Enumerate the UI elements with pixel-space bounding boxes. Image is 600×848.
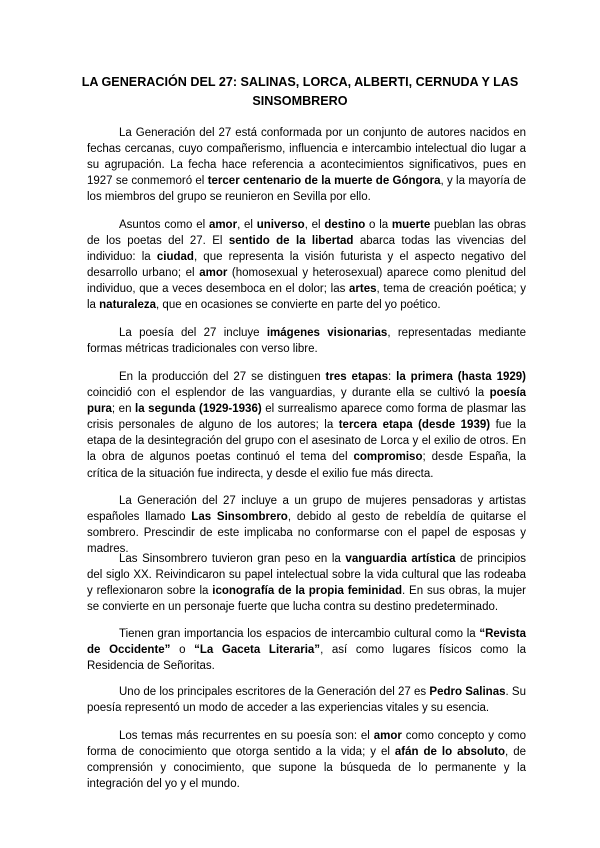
paragraph-1	[87, 125, 526, 205]
bold-text: imágenes visionarias	[266, 327, 388, 339]
paragraph-9	[87, 728, 526, 792]
bold-text: compromiso	[353, 451, 423, 464]
text-run: abarca todas las vivencias del individuo: la	[87, 235, 527, 264]
text-run: , el	[304, 219, 325, 231]
bold-text: Pedro Salinas	[429, 686, 506, 698]
bold-text: amor	[199, 267, 228, 280]
bold-text: vanguardia artística	[345, 553, 456, 565]
bold-text: tres etapas	[325, 371, 388, 383]
text-run: La poesía del 27 incluye	[119, 327, 267, 339]
text-run: coincidió con el esplendor de las vanguardias, y durante ella se cultivó la	[87, 387, 490, 400]
bold-text: universo	[256, 219, 305, 231]
text-run: Uno de los principales escritores de la Generación del 27 es	[119, 686, 430, 698]
bold-text: amor	[373, 730, 402, 742]
bold-text: ciudad	[156, 251, 194, 264]
bold-text: iconografía de la propia feminidad	[212, 585, 403, 598]
text-run: ; en	[111, 403, 136, 416]
text-run: ; desde España, la crítica de la situación fue indirecta, y desde el exilio fue más directa.	[87, 451, 527, 480]
text-run: , debido al gesto de rebeldía de quitarse el sombrero. Prescindir de este implicaba no conformarse con el papel de esposas y madres.	[87, 511, 526, 556]
paragraph-6	[87, 551, 526, 615]
text-run: , tema de creación poética; y la	[87, 283, 526, 312]
bold-text: “La Gaceta Literaria”	[194, 644, 321, 657]
text-run: como concepto y como forma de conocimiento que otorga sentido a la vida; y el	[87, 730, 527, 759]
bold-text: la primera (hasta 1929)	[396, 371, 527, 383]
text-run: En la producción del 27 se distinguen	[119, 371, 326, 383]
text-run: , de comprensión y conocimiento, que supone la búsqueda de lo permanente y la integración del yo y el mundo.	[87, 746, 527, 791]
text-run: o	[170, 644, 195, 657]
paragraph-8	[87, 684, 526, 716]
text-run: Asuntos como el	[119, 219, 209, 231]
text-run: (homosexual y heterosexual) aparece como plenitud del individuo, que a veces desemboca en el dolor; las	[87, 267, 526, 296]
bold-text: afán de lo absoluto	[394, 746, 506, 759]
text-run: o la	[365, 219, 392, 231]
paragraph-4	[87, 369, 526, 482]
bold-text: muerte	[391, 219, 431, 231]
bold-text: la segunda (1929-1936)	[135, 403, 262, 416]
bold-text: destino	[324, 219, 366, 231]
text-run: Los temas más recurrentes en su poesía son: el	[119, 730, 374, 742]
bold-text: artes	[349, 283, 377, 296]
text-run: . En sus obras, la mujer se convierte en un personaje fuerte que lucha contra su destino predeterminado.	[87, 585, 526, 614]
text-run: La Generación del 27 está conformada por un conjunto de autores nacidos en fechas cercanas, cuyo compañerismo, influencia e intercambio intelectual dio lugar a su agrupación. La fecha hace referencia a acontecimientos significativos, pues en 1927 se conmemoró el	[87, 127, 526, 188]
text-run: Tienen gran importancia los espacios de intercambio cultural como la	[119, 628, 480, 640]
text-run: , representadas mediante formas métricas tradicionales con verso libre.	[87, 327, 526, 356]
text-run: , el	[237, 219, 257, 231]
text-run: pueblan las obras de los poetas del 27. El	[87, 219, 526, 248]
text-run: La Generación del 27 incluye a un grupo de mujeres pensadoras y artistas españoles llamado	[87, 495, 526, 524]
bold-text: “Revista de Occidente”	[87, 628, 526, 657]
paragraph-7	[87, 626, 526, 674]
text-run: Las Sinsombrero tuvieron gran peso en la	[119, 553, 346, 565]
paragraph-5	[87, 493, 526, 557]
text-run: el surrealismo aparece como forma de plasmar las crisis personales de alguno de los autores; la	[87, 403, 526, 432]
bold-text: Las Sinsombrero	[191, 511, 288, 524]
paragraph-3	[87, 325, 526, 357]
bold-text: amor	[208, 219, 238, 231]
bold-text: tercer centenario de la muerte de Góngora	[207, 175, 441, 188]
text-run: de principios del siglo XX. Reivindicaron su papel intelectual sobre la vida cultural que las rodeaba y reflexionaron sobre la	[87, 553, 526, 598]
bold-text: poesía pura	[87, 387, 526, 416]
bold-text: naturaleza	[99, 299, 157, 312]
text-run: fue la etapa de la desintegración del grupo con el asesinato de Lorca y el exilio de otros. En la obra de algunos poetas continuó el tema del	[87, 419, 526, 464]
text-run: , que representa la visión futurista y el aspecto negativo del desarrollo urbano; el	[87, 251, 526, 280]
text-run: :	[388, 371, 397, 383]
text-run: , y la mayoría de los miembros del grupo se reunieron en Sevilla por ello.	[87, 175, 526, 204]
bold-text: sentido de la libertad	[228, 235, 354, 248]
document-title: LA GENERACIÓN DEL 27: SALINAS, LORCA, ALBERTI, CERNUDA Y LAS SINSOMBRERO	[81, 75, 519, 108]
text-run: , que en ocasiones se convierte en parte del yo poético.	[156, 299, 441, 312]
text-run: , así como lugares físicos como la Residencia de Señoritas.	[87, 644, 526, 673]
paragraph-2	[87, 217, 526, 314]
bold-text: tercera etapa (desde 1939)	[338, 419, 491, 432]
text-run: . Su poesía representó un modo de acceder a las experiencias vitales y su esencia.	[87, 686, 526, 715]
